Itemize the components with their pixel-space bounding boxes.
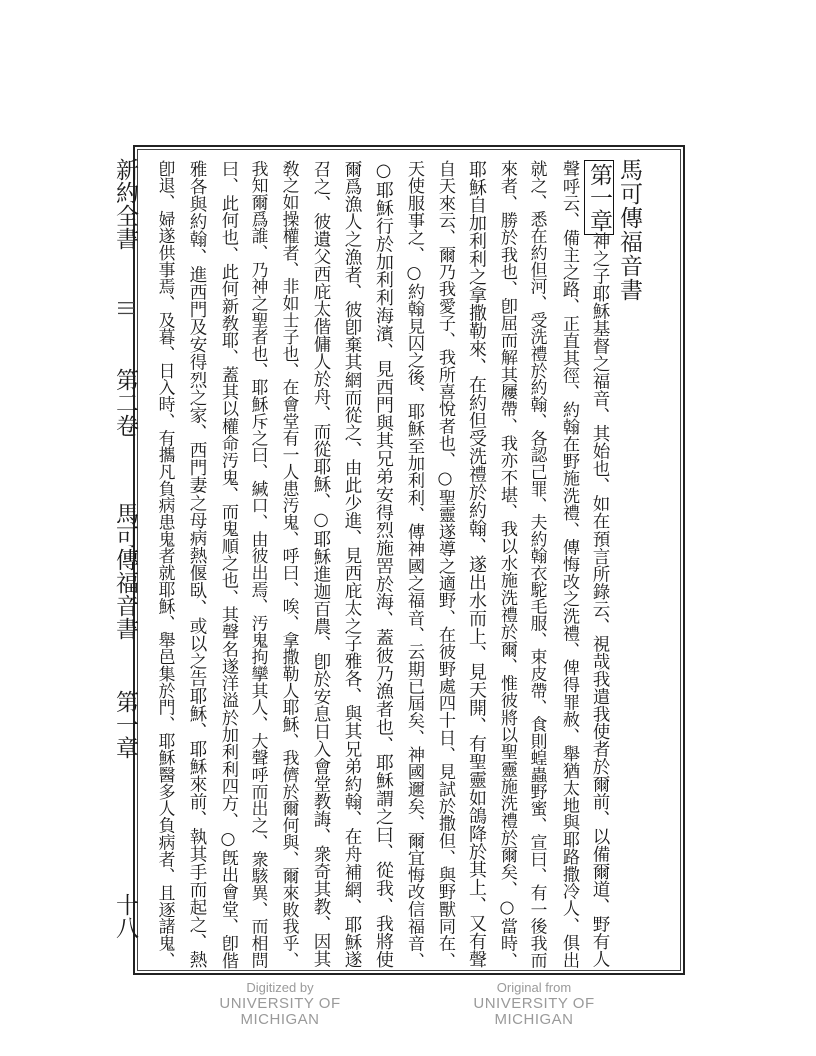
margin-chapter: 第一章 xyxy=(112,690,138,759)
watermark-original-line2: UNIVERSITY OF MICHIGAN xyxy=(473,995,595,1028)
watermark-digitized xyxy=(190,980,370,1028)
chapter-label xyxy=(584,160,614,235)
text-column-4: 來者、勝於我也、卽屈而解其屨帶、我亦不堪、我以水施洗禮於爾、惟彼將以聖靈施洗禮於爾矣、○當時、 xyxy=(497,160,517,969)
text-column-7: 天使服事之、○約翰見囚之後、耶穌至加利利、傳神國之福音、云期已屆矣、神國邇矣、爾宜悔改信福音、 xyxy=(404,160,424,969)
margin-series-title: 新約全書 xyxy=(112,158,138,250)
watermark-digitized-line2: UNIVERSITY OF MICHIGAN xyxy=(219,995,341,1028)
watermark-original-line1: Original from xyxy=(496,980,572,995)
chapter-label-box: 第一章 xyxy=(584,160,614,235)
text-column-15: 卽退、婦遂供事焉、及暮、日入時、有攜凡負病患鬼者就耶穌、舉邑集於門、耶穌醫多人負病者、且逐諸鬼、 xyxy=(156,160,176,969)
text-column-8: ○耶穌行於加利利海濱、見西門與其兄弟安得烈施罟於海、蓋彼乃漁者也、耶穌謂之曰、從我、我將使 xyxy=(373,160,394,969)
margin-divider-icon: ||| xyxy=(118,300,137,317)
text-column-11: 敎之如操權者、非如士子也、在會堂有一人患汚鬼、呼曰、唉、拿撒勒人耶穌、我儕於爾何與、爾來敗我乎、 xyxy=(280,160,300,969)
text-column-5: 耶穌自加利利之拿撒勒來、在約但受洗禮於約翰、遂出水而上、見天開、有聖靈如鴿降於其上、又有聲 xyxy=(466,160,487,969)
watermark-digitized-line1: Digitized by xyxy=(246,980,314,995)
text-column-12: 我知爾爲誰、乃神之聖者也、耶穌斥之曰、緘口、由彼出焉、汚鬼拘攣其人、大聲呼而出之、衆駭異、而相問 xyxy=(249,160,269,969)
text-column-9: 爾爲漁人之漁者、彼卽棄其網而從之、由此少進、見西庇太之子雅各、與其兄弟約翰、在舟補網、耶穌遂 xyxy=(342,160,362,969)
margin-volume: 第二卷 xyxy=(112,368,138,437)
text-column-3: 就之、悉在約但河、受洗禮於約翰、各認己罪、夫約翰衣駝毛服、束皮帶、食則蝗蟲野蜜、宣曰、有一後我而 xyxy=(528,160,548,969)
text-column-10: 召之、彼遺父西庇太偕傭人於舟、而從耶穌、○耶穌進迦百農、卽於安息日入會堂教誨、衆奇其教、因其 xyxy=(311,160,331,968)
margin-page-number: 十八 xyxy=(112,893,138,939)
text-column-1: 神之子耶穌基督之福音、其始也、如在預言所錄云、視哉我遣我使者於爾前、以備爾道、野有人 xyxy=(590,232,610,968)
text-column-6: 自天來云、爾乃我愛子、我所喜悅者也、○聖靈遂導之適野、在彼野處四十日、見試於撒但、與野獸同在、 xyxy=(435,160,455,969)
text-column-13: 曰、此何也、此何新敎耶、蓋其以權命汚鬼、而鬼順之也、其聲名遂洋溢於加利利四方、○旣出會堂、卽偕 xyxy=(218,160,238,969)
margin-book: 馬可傳福音書 xyxy=(112,502,138,640)
text-column-14: 雅各與約翰、進西門及安得烈之家、西門妻之母病熱偃臥、或以之告耶穌、耶穌來前、執其手而起之、熱 xyxy=(187,160,207,969)
text-column-2: 聲呼云、備主之路、正直其徑、約翰在野施洗禮、傳悔改之洗禮、俾得罪赦、舉猶太地與耶路撒冷人、俱出 xyxy=(559,160,579,969)
book-title: 馬可傳福音書 xyxy=(616,158,642,302)
watermark-original xyxy=(444,980,624,1028)
